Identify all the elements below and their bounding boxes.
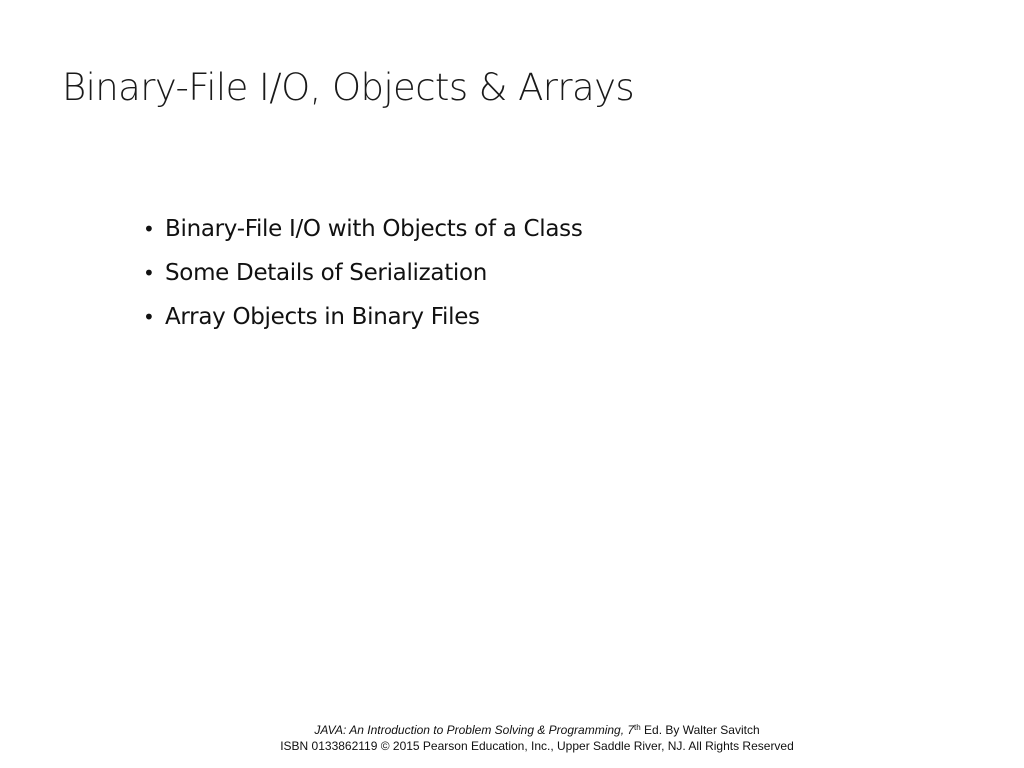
bullet-item [143,260,583,304]
footer-citation [0,722,1024,738]
bullet-icon: • [143,217,155,241]
bullet-list [143,216,583,348]
bullet-icon: • [143,305,155,329]
footer-edition-superscript: th [634,723,641,732]
footer-edition-author: Ed. By Walter Savitch [640,723,760,737]
bullet-text: Array Objects in Binary Files [165,304,480,330]
slide-title: Binary-File I/O, Objects & Arrays [62,66,635,109]
bullet-text: Binary-File I/O with Objects of a Class [165,216,583,242]
bullet-item [143,304,583,348]
bullet-item [143,216,583,260]
bullet-text: Some Details of Serialization [165,260,488,286]
slide-footer [0,722,1024,754]
bullet-icon: • [143,261,155,285]
footer-book-title: JAVA: An Introduction to Problem Solving & Programming, 7 [314,723,635,737]
footer-copyright: ISBN 0133862119 © 2015 Pearson Education, Inc., Upper Saddle River, NJ. All Rights Reserved [280,739,794,753]
